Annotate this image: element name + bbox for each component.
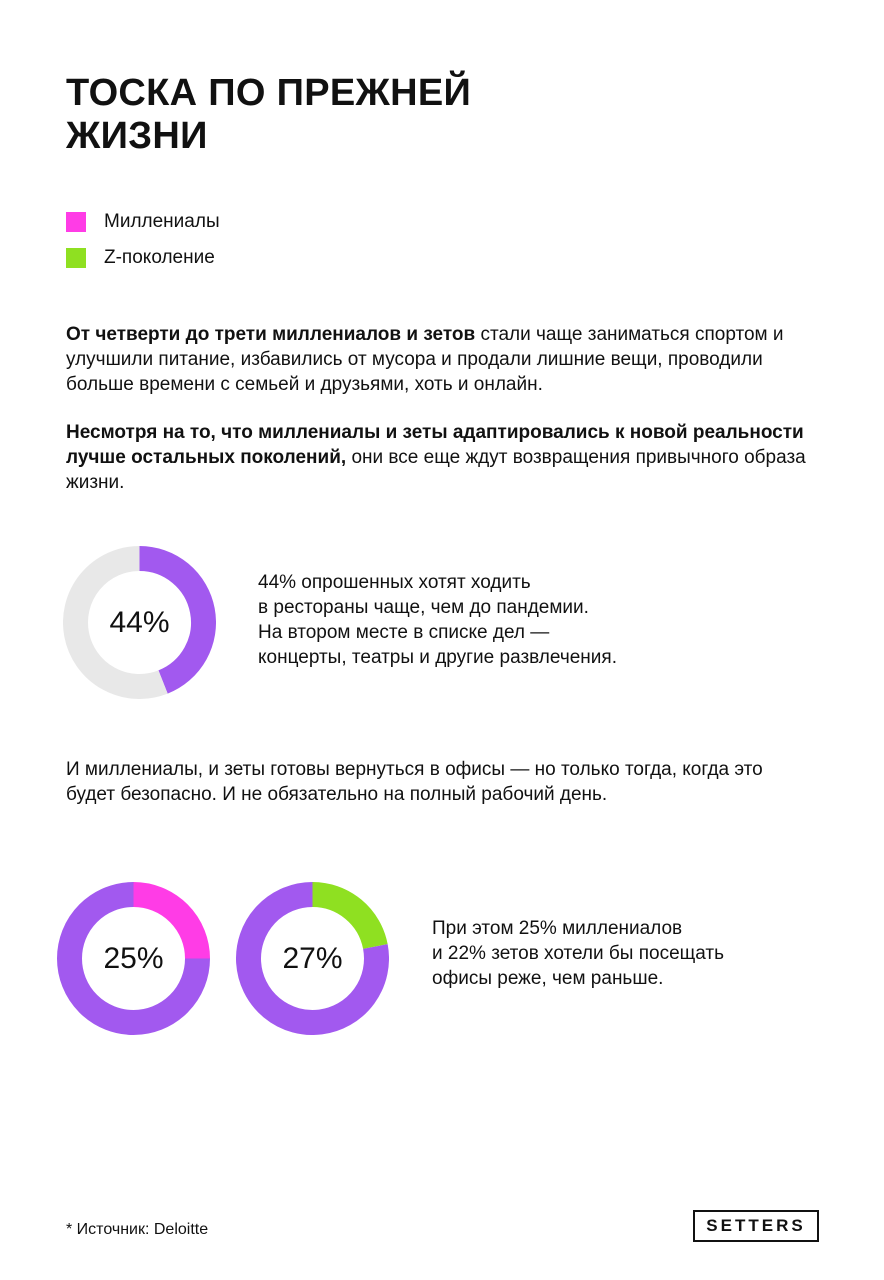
legend-label: Z-поколение — [104, 247, 215, 268]
caption-line: в рестораны чаще, чем до пандемии. — [258, 597, 589, 618]
caption-line: офисы реже, чем раньше. — [432, 968, 664, 989]
intro-text: они все еще ждут возвращения привычного образа жизни. — [66, 447, 806, 493]
donut-center-label: 27% — [282, 941, 343, 975]
legend-swatch-millennials — [66, 212, 86, 232]
donut-center-label: 25% — [103, 941, 164, 975]
offices-caption — [432, 916, 724, 991]
caption-line: На втором месте в списке дел — — [258, 622, 550, 643]
donut-center-label: 44% — [109, 605, 170, 639]
restaurants-caption — [258, 570, 617, 670]
title-line: ЖИЗНИ — [66, 115, 208, 157]
legend-item-millennials — [66, 210, 220, 234]
donut-chart-restaurants — [63, 546, 216, 699]
caption-line: При этом 25% миллениалов — [432, 918, 683, 939]
caption-line: концерты, театры и другие развлечения. — [258, 647, 617, 668]
caption-line: 44% опрошенных хотят ходить — [258, 572, 531, 593]
title-line: ТОСКА ПО ПРЕЖНЕЙ — [66, 72, 472, 114]
offices-paragraph: И миллениалы, и зеты готовы вернуться в офисы — но только тогда, когда это будет безопасно. И не обязательно на полный рабочий день. — [66, 759, 763, 805]
intro-bold: Несмотря на то, что миллениалы и зеты адаптировались к новой реальности лучше остальных поколений, — [66, 422, 804, 468]
intro-bold: От четверти до трети миллениалов и зетов — [66, 324, 476, 345]
donut-chart-gen-z — [236, 882, 389, 1035]
setters-logo: SETTERS — [693, 1210, 819, 1242]
intro-paragraph-1 — [66, 322, 826, 397]
legend-swatch-gen-z — [66, 248, 86, 268]
donut-chart-millennials — [57, 882, 210, 1035]
legend-label: Миллениалы — [104, 211, 220, 232]
intro-text: стали чаще заниматься спортом и улучшили питание, избавились от мусора и продали лишние вещи, проводили больше времени с семьей и друзьями, хоть и онлайн. — [66, 324, 784, 395]
legend-item-gen-z — [66, 246, 220, 270]
page-title — [66, 72, 766, 158]
legend — [66, 210, 220, 282]
source-note: * Источник: Deloitte — [66, 1221, 209, 1238]
caption-line: и 22% зетов хотели бы посещать — [432, 943, 725, 964]
intro-paragraph-2 — [66, 420, 826, 495]
